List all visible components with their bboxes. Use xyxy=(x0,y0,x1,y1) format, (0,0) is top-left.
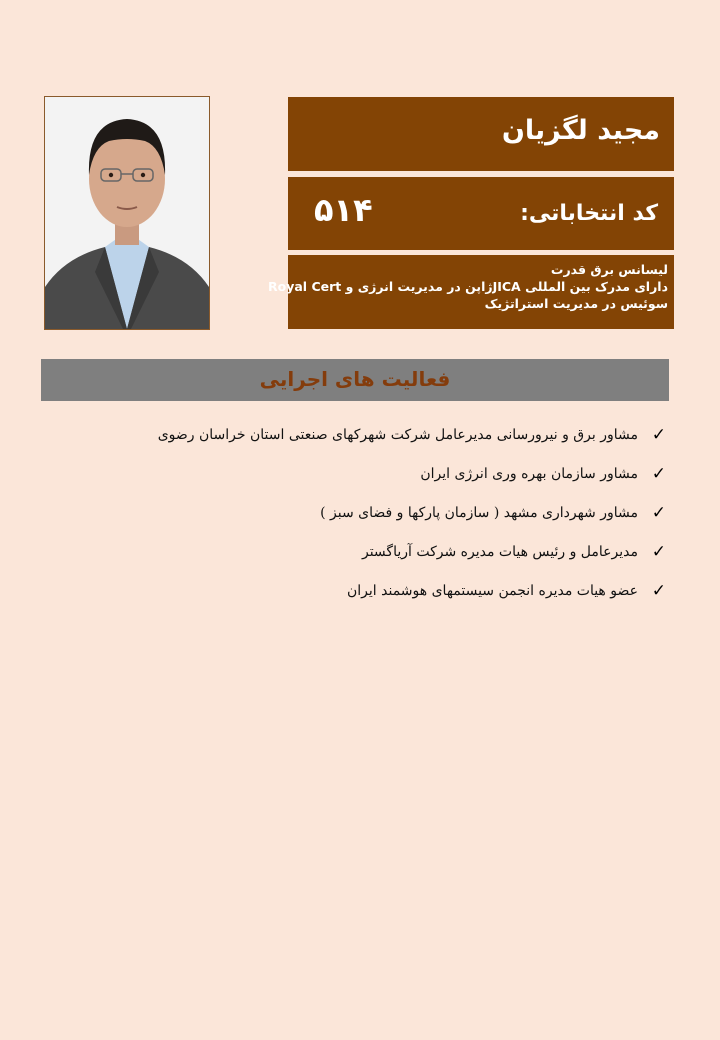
activity-text: مشاور شهرداری مشهد ( سازمان پارکها و فضای سبز ) xyxy=(320,505,638,521)
election-code-box xyxy=(288,177,674,250)
checkmark-icon: ✓ xyxy=(651,581,666,601)
education-line: لیسانس برق قدرت xyxy=(550,262,668,277)
list-item xyxy=(66,502,666,541)
name-box xyxy=(288,97,674,171)
list-item xyxy=(66,424,666,463)
checkmark-icon: ✓ xyxy=(651,464,666,484)
education-line: سوئیس در مدیریت استراتژیک xyxy=(484,296,668,311)
activities-list xyxy=(66,424,666,619)
election-code-label: کد انتخاباتی: xyxy=(520,201,658,226)
activity-text: مشاور برق و نیرورسانی مدیرعامل شرکت شهرکهای صنعتی استان خراسان رضوی xyxy=(157,427,638,443)
checkmark-icon: ✓ xyxy=(651,425,666,445)
activities-header xyxy=(41,359,669,401)
activity-text: عضو هیات مدیره انجمن سیستمهای هوشمند ایران xyxy=(347,583,638,599)
list-item xyxy=(66,541,666,580)
education-box xyxy=(268,255,674,329)
activity-text: مشاور سازمان بهره وری انرژی ایران xyxy=(420,466,638,482)
candidate-name: مجید لگزیان xyxy=(501,115,660,146)
list-item xyxy=(66,463,666,502)
checkmark-icon: ✓ xyxy=(651,542,666,562)
election-code-value: ۵۱۴ xyxy=(314,191,373,229)
education-line: دارای مدرک بین المللی JICAژاپن در مدیریت انرژی و Royal Cert xyxy=(268,279,668,294)
portrait-image xyxy=(45,97,209,329)
activities-title: فعالیت های اجرایی xyxy=(259,367,451,391)
activity-text: مدیرعامل و رئیس هیات مدیره شرکت آریاگستر xyxy=(361,544,638,560)
list-item xyxy=(66,580,666,619)
portrait-photo xyxy=(44,96,210,330)
checkmark-icon: ✓ xyxy=(651,503,666,523)
